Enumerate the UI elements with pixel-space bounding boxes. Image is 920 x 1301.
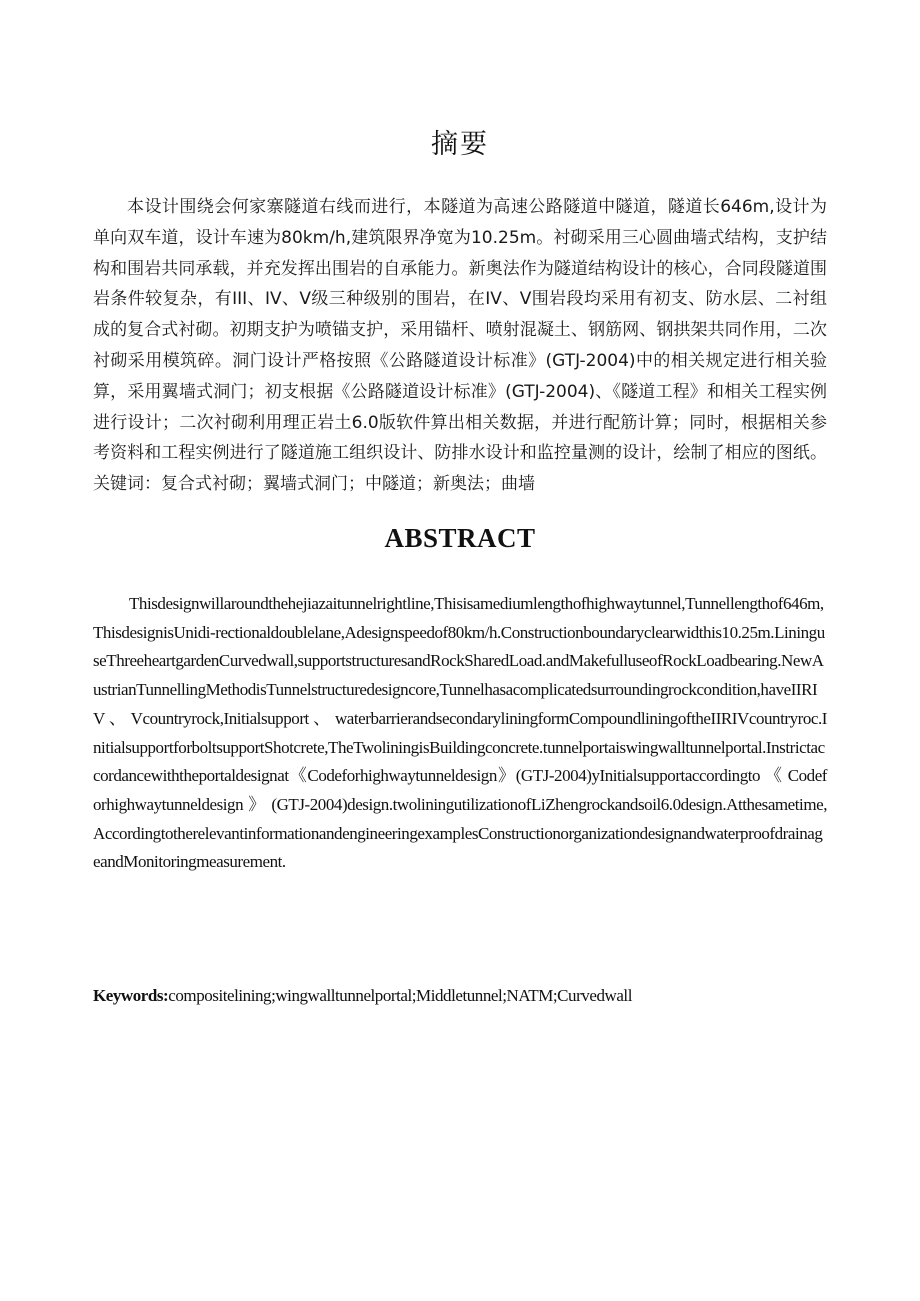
keywords-text: compositelining;wingwalltunnelportal;Middletunnel;NATM;Curvedwall	[168, 986, 632, 1005]
keywords-line	[93, 982, 827, 1010]
chinese-abstract-body: 本设计围绕会何家寨隧道右线而进行，本隧道为高速公路隧道中隧道，隧道长646m,设计为单向双车道，设计车速为80km/h,建筑限界净宽为10.25m。衬砌采用三心圆曲墙式结构，支护结构和围岩共同承载，并充发挥出围岩的自承能力。新奥法作为隧道结构设计的核心，合同段隧道围岩条件较复杂，有III、IV、V级三种级别的围岩，在IV、V围岩段均采用有初支、防水层、二衬组成的复合式衬砌。初期支护为喷锚支护，采用锚杆、喷射混凝土、钢筋网、钢拱架共同作用，二次衬砌采用模筑碎。洞门设计严格按照《公路隧道设计标准》(GTJ-2004)中的相关规定进行相关验算，采用翼墙式洞门；初支根据《公路隧道设计标准》(GTJ-2004)、《隧道工程》和相关工程实例进行设计；二次衬砌利用理正岩土6.0版软件算出相关数据，并进行配筋计算；同时，根据相关参考资料和工程实例进行了隧道施工组织设计、防排水设计和监控量测的设计，绘制了相应的图纸。关键词：复合式衬砌；翼墙式洞门；中隧道；新奥法；曲墙	[93, 197, 827, 495]
keywords-label: Keywords:	[93, 986, 169, 1005]
english-abstract-title: ABSTRACT	[384, 523, 536, 553]
english-abstract-body: Thisdesignwillaroundthehejiazaitunnelrightline,Thisisamediumlengthofhighwaytunnel,Tunnellengthof646m,ThisdesignisUnidi-rectionaldoublelane,Adesignspeedof80km/h.Constructionboundaryclearwidthis10.25m.LininguseThreeheartgardenCurvedwall,supportstructuresandRockSharedLoad.andMakefulluseofRockLoadbearing.NewAustrianTunnellingMethodisTunnelstructuredesigncore,Tunnelhasacomplicatedsurroundingrockcondition,haveIIRIV 、 Vcountryrock,Initialsupport 、 waterbarrierandsecondaryliningformCompoundliningoftheIIRIVcountryroc.InitialsupportforboltsupportShotcrete,TheTwoliningisBuildingconcrete.tunnelportaiswingwalltunnelportal.Instrictaccordancewiththeportaldesignat《Codeforhighwaytunneldesign》(GTJ-2004)yInitialsupportaccordingto 《 Codeforhighwaytunneldesign 》 (GTJ-2004)design.twoliningutilizationofLiZhengrockandsoil6.0design.Atthesametime,AccordingtotherelevantinformationandengineeringexamplesConstructionorganizationdesignandwaterproofdrainageandMonitoringmeasurement.	[93, 594, 827, 872]
chinese-abstract-title: 摘要	[431, 129, 489, 160]
